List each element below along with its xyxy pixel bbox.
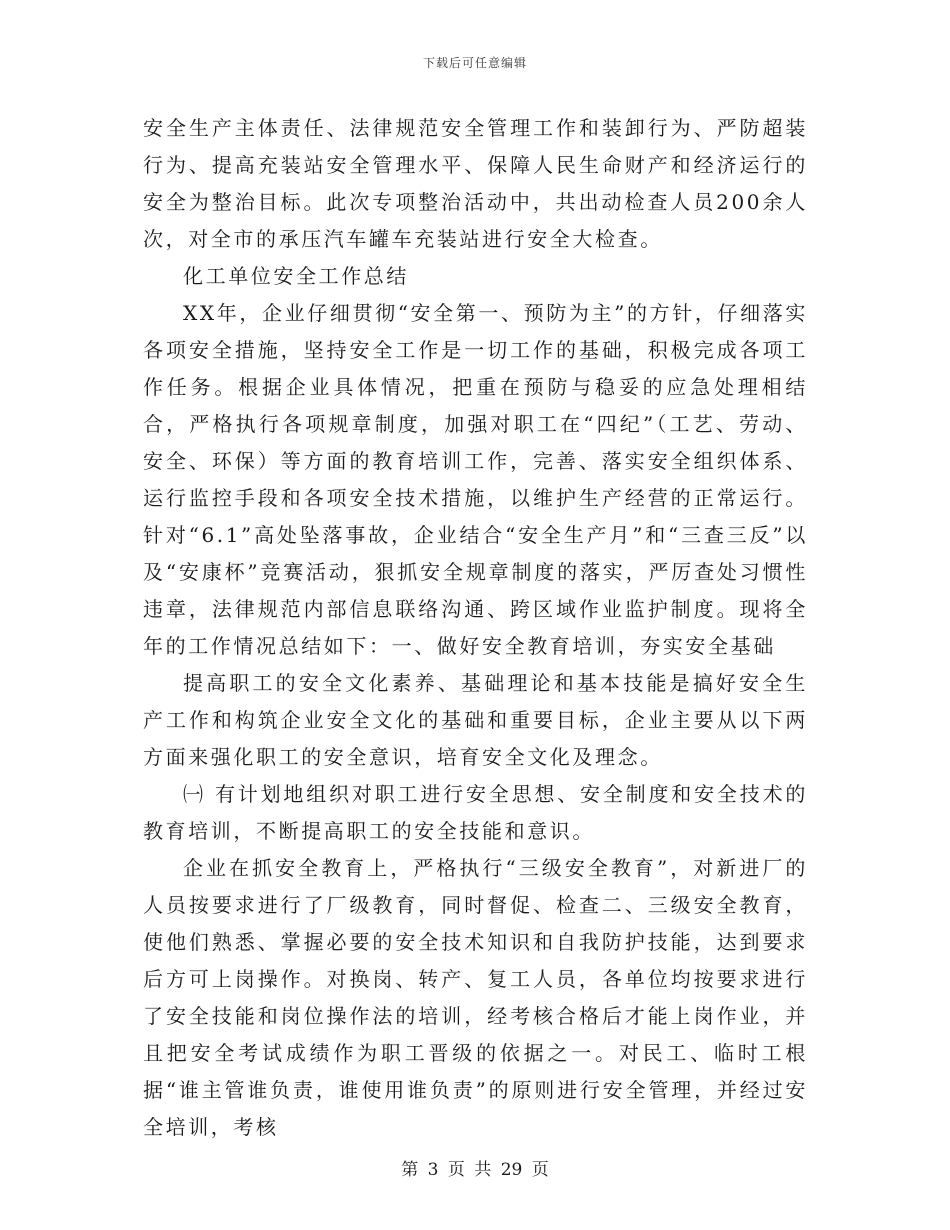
document-body [143, 110, 808, 1146]
page-header: 下载后可任意编辑 [422, 56, 527, 70]
section-title: 化工单位安全工作总结 [183, 264, 409, 288]
paragraph-continuation: 安全生产主体责任、法律规范安全管理工作和装卸行为、严防超装行为、提高充装站安全管理水平、保障人民生命财产和经济运行的安全为整治目标。此次专项整治活动中，共出动检查人员200余人次，对全市的承压汽车罐车充装站进行安全大检查。 [143, 116, 808, 251]
page-number-footer: 第 3 页 共 29 页 [401, 1160, 549, 1180]
paragraph-culture: 提高职工的安全文化素养、基础理论和基本技能是搞好安全生产工作和构筑企业安全文化的基础和重要目标，企业主要从以下两方面来强化职工的安全意识，培育安全文化及理念。 [143, 671, 808, 769]
paragraph-item-one: ㈠ 有计划地组织对职工进行安全思想、安全制度和安全技术的教育培训，不断提高职工的安全技能和意识。 [143, 782, 808, 843]
paragraph-education: 企业在抓安全教育上，严格执行“三级安全教育”，对新进厂的人员按要求进行了厂级教育，同时督促、检查二、三级安全教育，使他们熟悉、掌握必要的安全技术知识和自我防护技能，达到要求后方可上岗操作。对换岗、转产、复工人员，各单位均按要求进行了安全技能和岗位操作法的培训，经考核合格后才能上岗作业，并且把安全考试成绩作为职工晋级的依据之一。对民工、临时工根据“谁主管谁负责，谁使用谁负责”的原则进行安全管理，并经过安全培训，考核 [143, 856, 808, 1139]
paragraph-intro: XX年，企业仔细贯彻“安全第一、预防为主”的方针，仔细落实各项安全措施，坚持安全工作是一切工作的基础，积极完成各项工作任务。根据企业具体情况，把重在预防与稳妥的应急处理相结合，严格执行各项规章制度，加强对职工在“四纪”（工艺、劳动、安全、环保）等方面的教育培训工作，完善、落实安全组织体系、运行监控手段和各项安全技术措施，以维护生产经营的正常运行。针对“6.1”高处坠落事故，企业结合“安全生产月”和“三查三反”以及“安康杯”竞赛活动，狠抓安全规章制度的落实，严厉查处习惯性违章，法律规范内部信息联络沟通、跨区域作业监护制度。现将全年的工作情况总结如下：一、做好安全教育培训，夯实安全基础 [143, 301, 808, 658]
